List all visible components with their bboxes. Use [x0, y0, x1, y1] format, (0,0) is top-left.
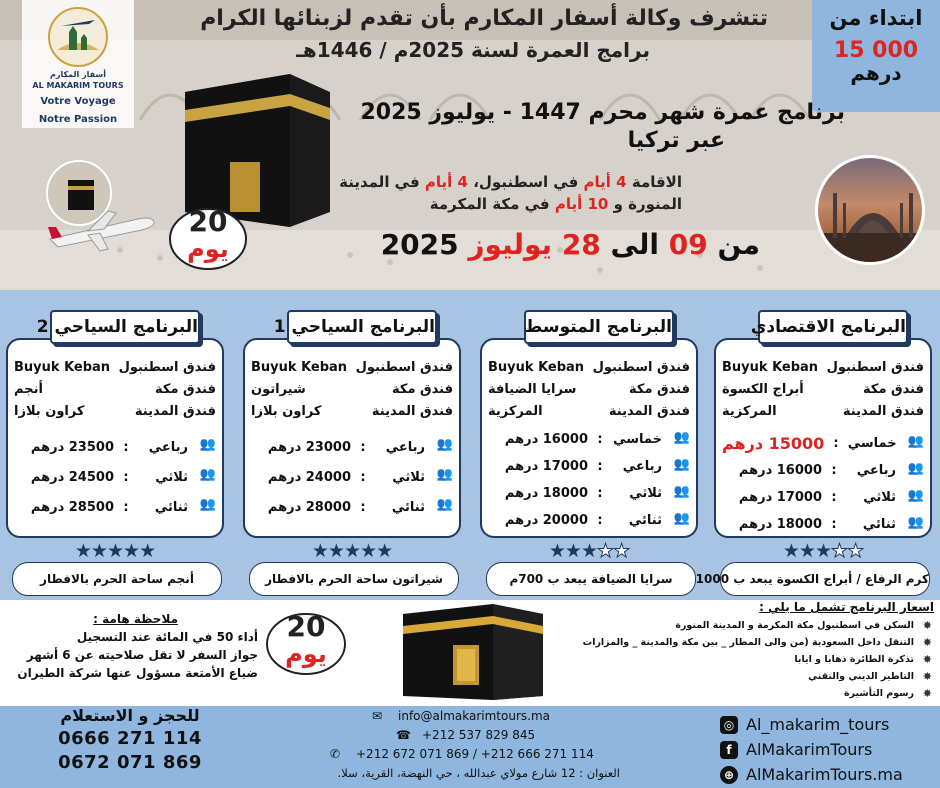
- days-word: يوم: [187, 235, 229, 263]
- package-title: البرنامج الاقتصادي: [758, 310, 908, 344]
- email-link[interactable]: info@almakarimtours.ma: [398, 708, 550, 723]
- package-title: البرنامج المتوسط: [524, 310, 674, 344]
- stay-description-line1: [339, 173, 682, 191]
- hotel-row: [14, 400, 216, 422]
- logo-arabic-text: أسفار المكارم: [50, 70, 106, 79]
- globe-icon: ⊕: [720, 766, 738, 784]
- star-filled-icon: ★: [580, 540, 598, 562]
- room-type: خماسي: [847, 436, 897, 451]
- contact-details: [320, 706, 620, 782]
- room-type: رباعي: [385, 439, 425, 455]
- contact-footer: [0, 706, 940, 788]
- stay-description-line2: [430, 195, 682, 213]
- group-of-four-icon: 👥: [199, 437, 216, 452]
- dates-to: الى: [610, 228, 659, 261]
- instagram-handle[interactable]: Al_makarim_tours: [746, 715, 890, 734]
- inclusion-item: ✸ تذكرة الطائرة ذهابا و ايابا: [600, 654, 934, 665]
- hotel-label: فندق المدينة: [842, 403, 924, 419]
- mobile-row: [320, 744, 620, 763]
- stay-text: في المدينة: [339, 173, 420, 191]
- price-row: 👥 خماسي : 15000 درهم: [722, 433, 924, 453]
- trip-dates: [381, 228, 760, 261]
- packages-section: [0, 290, 940, 600]
- hotel-row: [722, 400, 924, 422]
- package-card: [714, 338, 932, 538]
- star-filled-icon: ★: [106, 540, 124, 562]
- hotel-row: [251, 400, 453, 422]
- room-type: رباعي: [148, 439, 188, 455]
- address: العنوان : 12 شارع مولاي عبدالله ، حي النهضة، القرية، سلا.: [337, 765, 620, 780]
- room-price: 23500 درهم: [30, 439, 114, 455]
- facebook-handle[interactable]: AlMakarimTours: [746, 740, 873, 759]
- price-from-label: ابتداء من: [829, 6, 923, 30]
- stay-text: في مكة المكرمة: [429, 195, 550, 213]
- room-price: 23000 درهم: [267, 439, 351, 455]
- hotel-row: [722, 378, 924, 400]
- price-row: 👥 ثلاثي : 24000 درهم: [251, 462, 453, 492]
- price-row: 👥 رباعي : 23000 درهم: [251, 432, 453, 462]
- room-price: 20000 درهم: [504, 513, 588, 528]
- star-filled-icon: ★: [327, 540, 344, 562]
- dates-from: من: [717, 228, 760, 261]
- star-filled-icon: ★: [123, 540, 140, 562]
- package-title: البرنامج السياحي 1: [287, 310, 437, 344]
- hotel-value: المركزية: [722, 403, 777, 419]
- hotel-row: [488, 400, 690, 422]
- hero-title-line1: تتشرف وكالة أسفار المكارم بأن تقدم لزبنائها الكرام: [200, 6, 768, 31]
- hotel-value: كراون بلازا: [251, 403, 322, 419]
- package-title: البرنامج السياحي 2: [50, 310, 200, 344]
- group-of-two-icon: 👥: [907, 514, 924, 530]
- istanbul-mosque-image: [815, 155, 925, 265]
- star-empty-icon: ★: [847, 540, 864, 562]
- room-price: 24500 درهم: [30, 469, 114, 485]
- website-row: [720, 762, 935, 787]
- dates-year: 2025: [380, 228, 459, 261]
- inclusion-item: ✸ السكن في اسطنبول مكة المكرمة و المدينة المنورة: [600, 620, 934, 631]
- booking-title: للحجز و الاستعلام: [60, 706, 200, 725]
- star-filled-icon: ★: [90, 540, 107, 562]
- room-price: 17000 درهم: [504, 459, 588, 474]
- brand-tagline-2: Notre Passion: [38, 114, 118, 125]
- inclusions-title: اسعار البرنامج تشمل ما يلي :: [759, 600, 934, 614]
- notes-title: ملاحظة هامة :: [93, 612, 178, 626]
- price-row: 👥 ثنائي : 28500 درهم: [14, 492, 216, 522]
- hotel-row: [251, 378, 453, 400]
- hotel-row: [14, 378, 216, 400]
- hotel-row: [722, 356, 924, 378]
- hotel-label: فندق مكة: [392, 381, 453, 397]
- price-currency: درهم: [850, 61, 902, 85]
- hotel-label: فندق اسطنبول: [118, 359, 216, 375]
- mobile-phone-icon: ✆: [330, 746, 341, 761]
- room-price: 16000 درهم: [738, 463, 822, 478]
- days-number: 20: [286, 610, 326, 643]
- hotel-row: [488, 356, 690, 378]
- group-of-three-icon: 👥: [673, 483, 690, 499]
- price-row: 👥 رباعي : 23500 درهم: [14, 432, 216, 462]
- days-word: يوم: [285, 640, 327, 668]
- package-footer-note: سرايا الضيافة يبعد ب 700م: [486, 562, 696, 596]
- days-number: 20: [188, 205, 228, 238]
- package-card: [6, 338, 224, 538]
- email-row: [320, 706, 620, 725]
- hotel-value: سرايا الضيافة: [488, 381, 577, 397]
- facebook-icon: f: [720, 741, 738, 759]
- stay-days-istanbul: 4 أيام: [583, 173, 627, 191]
- instagram-row: [720, 712, 935, 737]
- note-item: أداء 50 في المائة عند التسجيل: [76, 630, 258, 644]
- group-of-four-icon: 👥: [673, 456, 690, 472]
- important-notes: [8, 612, 258, 680]
- inclusion-item: ✸ التنقل داخل السعودية (من والى المطار _ بين مكة والمدينة _ والمزارات: [600, 637, 934, 648]
- logo-emblem-icon: [47, 6, 109, 68]
- star-empty-icon: ★: [831, 540, 848, 562]
- star-filled-icon: ★: [360, 540, 377, 562]
- room-price: 17000 درهم: [738, 490, 822, 505]
- star-filled-icon: ★: [548, 540, 565, 562]
- price-row: 👥 ثلاثي : 24500 درهم: [14, 462, 216, 492]
- inclusion-item: ✸ التاطير الديني والتقني: [600, 671, 934, 682]
- price-row: 👥 رباعي : 17000 درهم: [488, 453, 690, 480]
- hero-title-line2: برامج العمرة لسنة 2025م / 1446هـ: [296, 38, 650, 62]
- facebook-row: [720, 737, 935, 762]
- room-type: ثلاثي: [863, 490, 896, 505]
- room-price: 28000 درهم: [267, 499, 351, 515]
- program-title-line2: عبر تركيا: [627, 128, 725, 153]
- email-icon: ✉: [372, 708, 383, 723]
- room-type: رباعي: [856, 463, 896, 478]
- price-row: 👥 ثلاثي : 17000 درهم: [722, 484, 924, 511]
- price-row: 👥 خماسي : 16000 درهم: [488, 426, 690, 453]
- hotel-value: أبراج الكسوة: [722, 381, 804, 397]
- hero-banner: [0, 0, 940, 290]
- hotel-row: [251, 356, 453, 378]
- group-of-three-icon: 👥: [436, 467, 453, 482]
- stay-text: المنورة و: [613, 195, 682, 213]
- website-link[interactable]: AlMakarimTours.ma: [746, 765, 903, 784]
- group-of-three-icon: 👥: [199, 467, 216, 482]
- group-of-five-icon: 👥: [907, 433, 924, 449]
- hotel-label: فندق المدينة: [134, 403, 216, 419]
- room-price: 18000 درهم: [504, 486, 588, 501]
- hotel-value: Buyuk Keban: [722, 359, 819, 375]
- note-item: جواز السفر لا تقل صلاحيته عن 6 أشهر: [26, 648, 258, 662]
- package-card: [243, 338, 461, 538]
- hotel-value: أنجم: [14, 381, 43, 397]
- landline-number[interactable]: +212 537 829 845: [422, 727, 536, 742]
- package-footer-note: أنجم ساحة الحرم بالافطار: [12, 562, 222, 596]
- star-filled-icon: ★: [782, 540, 799, 562]
- program-title-line1: برنامج عمرة شهر محرم 1447 - يوليوز 2025: [360, 100, 845, 125]
- price-row: 👥 رباعي : 16000 درهم: [722, 457, 924, 484]
- room-price: 28500 درهم: [30, 499, 114, 515]
- group-of-two-icon: 👥: [673, 510, 690, 526]
- booking-phone-1[interactable]: 0666 271 114: [58, 728, 202, 749]
- booking-info: [30, 706, 230, 773]
- room-type: ثنائي: [154, 499, 188, 515]
- price-row: 👥 ثنائي : 20000 درهم: [488, 507, 690, 534]
- hotel-label: فندق مكة: [863, 381, 924, 397]
- star-filled-icon: ★: [343, 540, 361, 562]
- hotel-value: شيراتون: [251, 381, 306, 397]
- room-type: ثنائي: [628, 513, 662, 528]
- hotel-value: كراون بلازا: [14, 403, 85, 419]
- room-type: ثلاثي: [155, 469, 188, 485]
- star-rating: [243, 540, 461, 562]
- star-filled-icon: ★: [74, 540, 91, 562]
- hotel-label: فندق مكة: [155, 381, 216, 397]
- star-empty-icon: ★: [597, 540, 614, 562]
- brand-name: AL MAKARIM TOURS: [32, 81, 124, 90]
- note-item: ضياع الأمتعة مسؤول عنها شركة الطيران: [17, 666, 258, 680]
- room-type: ثلاثي: [629, 486, 662, 501]
- hotel-value: Buyuk Keban: [14, 359, 111, 375]
- star-filled-icon: ★: [798, 540, 815, 562]
- room-price: 24000 درهم: [267, 469, 351, 485]
- package-footer-note: شيراتون ساحة الحرم بالافطار: [249, 562, 459, 596]
- hotel-label: فندق اسطنبول: [592, 359, 690, 375]
- hotel-row: [14, 356, 216, 378]
- brand-logo: [22, 0, 134, 128]
- days-badge: [168, 205, 248, 271]
- airplane-icon: [48, 205, 158, 255]
- hotel-label: فندق المدينة: [371, 403, 453, 419]
- room-price: 18000 درهم: [738, 517, 822, 532]
- group-of-four-icon: 👥: [436, 437, 453, 452]
- mobile-numbers[interactable]: +212 672 071 869 / +212 666 271 114: [356, 746, 594, 761]
- instagram-icon: ◎: [720, 716, 738, 734]
- room-type: خماسي: [613, 432, 662, 447]
- hotel-value: Buyuk Keban: [251, 359, 348, 375]
- starting-price-box: [812, 0, 940, 112]
- price-value: 15 000: [833, 38, 919, 63]
- hotel-label: فندق المدينة: [608, 403, 690, 419]
- room-price: 16000 درهم: [504, 432, 588, 447]
- date-start: 09: [668, 228, 708, 261]
- star-filled-icon: ★: [376, 540, 393, 562]
- star-rating: [714, 540, 932, 562]
- landline-row: [320, 725, 620, 744]
- star-rating: [480, 540, 698, 562]
- price-row: 👥 ثلاثي : 18000 درهم: [488, 480, 690, 507]
- room-type: رباعي: [622, 459, 662, 474]
- star-filled-icon: ★: [814, 540, 832, 562]
- hotel-value: المركزية: [488, 403, 543, 419]
- package-card: [480, 338, 698, 538]
- price-row: 👥 ثنائي : 28000 درهم: [251, 492, 453, 522]
- group-of-three-icon: 👥: [907, 487, 924, 503]
- stay-days-makkah: 10 أيام: [554, 195, 609, 213]
- stay-days-madina: 4 أيام: [424, 173, 468, 191]
- social-links: [720, 712, 935, 787]
- room-price: 15000 درهم: [722, 434, 825, 453]
- group-of-five-icon: 👥: [673, 429, 690, 445]
- telephone-icon: ☎: [396, 727, 411, 742]
- program-inclusions: [582, 600, 934, 699]
- star-rating: [6, 540, 224, 562]
- star-filled-icon: ★: [139, 540, 156, 562]
- room-type: ثنائي: [862, 517, 896, 532]
- date-end: 28 يوليوز: [468, 228, 601, 261]
- hotel-label: فندق مكة: [629, 381, 690, 397]
- hotel-label: فندق اسطنبول: [355, 359, 453, 375]
- star-filled-icon: ★: [311, 540, 328, 562]
- star-filled-icon: ★: [564, 540, 581, 562]
- room-type: ثلاثي: [392, 469, 425, 485]
- hotel-row: [488, 378, 690, 400]
- inclusion-item: ✸ رسوم التأشيرة: [600, 688, 934, 699]
- package-footer-note: كرم الرفاع / أبراج الكسوة يبعد ب 1000: [720, 562, 930, 596]
- hotel-value: Buyuk Keban: [488, 359, 585, 375]
- kaaba-illustration: [398, 600, 548, 700]
- stay-text: في اسطنبول،: [473, 173, 579, 191]
- group-of-four-icon: 👥: [907, 460, 924, 476]
- hotel-label: فندق اسطنبول: [826, 359, 924, 375]
- days-badge: [265, 610, 347, 676]
- booking-phone-2[interactable]: 0672 071 869: [58, 752, 202, 773]
- room-type: ثنائي: [391, 499, 425, 515]
- stay-text: الاقامة: [631, 173, 682, 191]
- price-row: 👥 ثنائي : 18000 درهم: [722, 511, 924, 538]
- star-empty-icon: ★: [613, 540, 630, 562]
- brand-tagline-1: Votre Voyage: [40, 96, 116, 107]
- group-of-two-icon: 👥: [199, 497, 216, 512]
- group-of-two-icon: 👥: [436, 497, 453, 512]
